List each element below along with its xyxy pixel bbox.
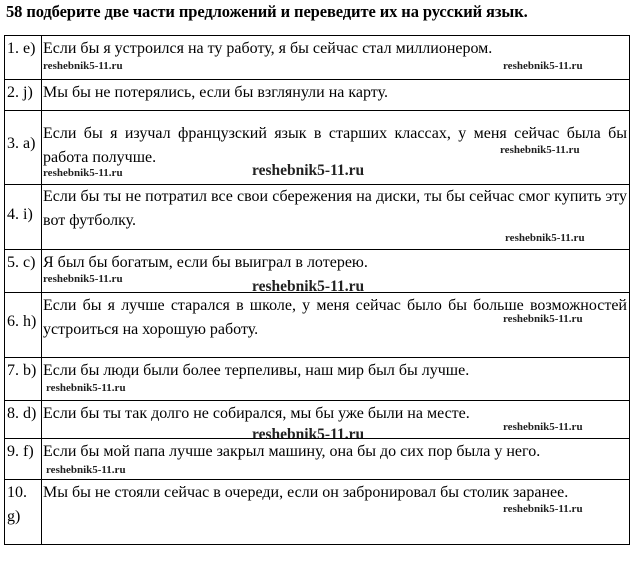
row-number: 6. h) [5, 293, 42, 357]
watermark: reshebnik5-11.ru [43, 167, 123, 179]
table-row [5, 438, 629, 479]
table-row [5, 249, 629, 295]
watermark: reshebnik5-11.ru [43, 273, 123, 285]
watermark: reshebnik5-11.ru [503, 503, 583, 515]
watermark: reshebnik5-11.ru [503, 421, 583, 433]
row-number: 9. f) [5, 439, 42, 479]
table-row [5, 292, 629, 357]
row-text: Если бы я лучше старался в школе, у меня сейчас было бы больше возможностей устроиться на хорошую работу. [43, 297, 627, 338]
page-title: 58 подберите две части предложений и переведите их на русский язык. [6, 2, 528, 21]
row-number: 4. i) [5, 185, 42, 249]
table-row [5, 479, 629, 544]
table-row [5, 79, 629, 110]
row-number: 10. g) [5, 480, 42, 544]
row-text: Мы бы не потерялись, если бы взглянули на карту. [43, 84, 388, 101]
row-text: Если бы ты не потратил все свои сбережения на диски, ты бы сейчас смог купить эту вот футболку. [43, 188, 627, 229]
table-row [5, 110, 629, 184]
row-number: 7. b) [5, 358, 42, 400]
watermark: reshebnik5-11.ru [503, 313, 583, 325]
table-row [5, 184, 629, 249]
watermark: reshebnik5-11.ru [500, 144, 580, 156]
row-number: 3. a) [5, 111, 42, 184]
watermark: reshebnik5-11.ru [252, 278, 365, 295]
watermark: reshebnik5-11.ru [252, 426, 365, 443]
watermark: reshebnik5-11.ru [43, 60, 123, 72]
row-text: Если бы ты так долго не собирался, мы бы уже были на месте. [43, 405, 470, 422]
answers-table [4, 35, 630, 545]
table-row [5, 357, 629, 400]
row-text: Я был бы богатым, если бы выиграл в лотерею. [43, 254, 368, 271]
watermark: reshebnik5-11.ru [252, 162, 365, 179]
row-number: 2. j) [5, 80, 42, 110]
row-text: Если бы я изучал французский язык в старших классах, у меня сейчас была бы работа получше. [43, 125, 627, 166]
row-number: 8. d) [5, 401, 42, 438]
row-text: Если бы я устроился на ту работу, я бы сейчас стал миллионером. [43, 40, 493, 57]
row-text: Мы бы не стояли сейчас в очереди, если он забронировал бы столик заранее. [43, 484, 569, 501]
row-text: Если бы люди были более терпеливы, наш мир был бы лучше. [43, 362, 470, 379]
watermark: reshebnik5-11.ru [505, 232, 585, 244]
row-text: Если бы мой папа лучше закрыл машину, она бы до сих пор была у него. [43, 443, 541, 460]
watermark: reshebnik5-11.ru [46, 464, 126, 476]
row-number: 1. e) [5, 36, 42, 79]
row-number: 5. c) [5, 250, 42, 292]
watermark: reshebnik5-11.ru [503, 60, 583, 72]
watermark: reshebnik5-11.ru [46, 382, 126, 394]
table-row [5, 400, 629, 443]
table-row [5, 36, 629, 79]
